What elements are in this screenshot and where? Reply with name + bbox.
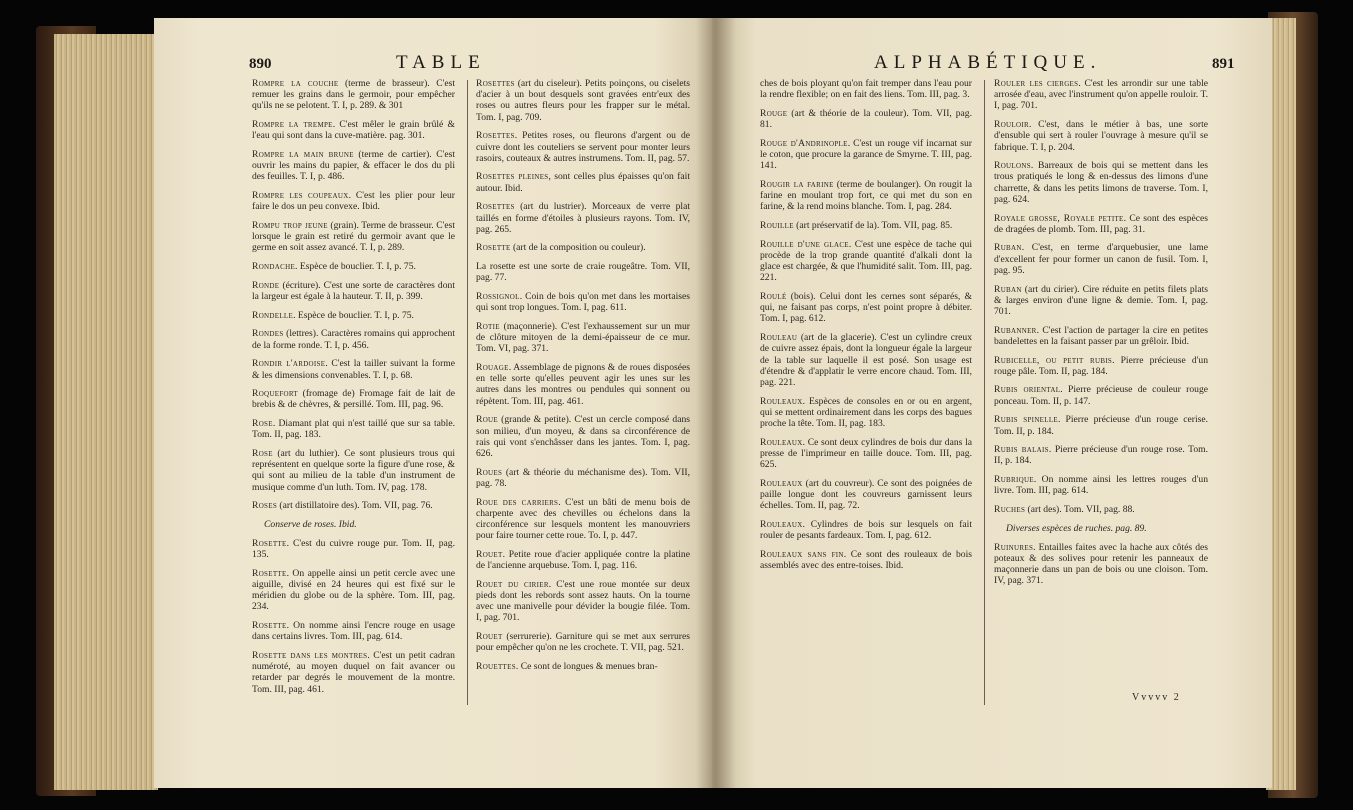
entry-text: . C'est du cuivre rouge pur. Tom. II, pag. 135. <box>252 537 455 560</box>
entry-text: . Pierre précieuse d'un rouge cerise. Tom. II, p. 184. <box>994 414 1208 437</box>
entry-text: . C'est un petit cadran numéroté, au moyen duquel on fait avancer ou retarder par degrés le mouvement de la montre. Tom. III, pag. 461. <box>252 649 455 695</box>
entry-text: (grande & petite). C'est un cercle composé dans son milieu, d'un moyeu, & dans sa circonférence de rais qui vont s'enchâsser dans les jantes. Tom. I, pag. 626. <box>476 414 690 459</box>
index-entry <box>252 78 455 112</box>
index-entry <box>994 160 1208 205</box>
page-number-left: 890 <box>249 56 272 72</box>
right-column-1 <box>760 78 972 579</box>
index-entry <box>994 504 1208 515</box>
entry-headword: Rouet <box>476 548 503 560</box>
entry-headword: Rompre la trempe <box>252 119 333 131</box>
index-entry <box>476 661 690 672</box>
entry-headword: Rose <box>252 448 273 460</box>
index-entry <box>476 362 690 407</box>
entry-text: , sont celles plus épaisses qu'on fait autour. Ibid. <box>476 171 690 194</box>
entry-headword: Rubis balais <box>994 444 1049 456</box>
index-entry <box>994 355 1208 377</box>
index-entry <box>476 579 690 624</box>
index-entry <box>476 201 690 235</box>
entry-headword: Rosette <box>476 242 511 254</box>
index-entry <box>252 519 455 530</box>
entry-text: Conserve de roses. Ibid. <box>264 519 357 531</box>
entry-headword: Rossignol <box>476 291 520 303</box>
entry-headword: Rompre les coupeaux <box>252 190 349 202</box>
entry-headword: Rouleau <box>760 332 798 344</box>
index-entry <box>760 549 972 571</box>
entry-text: . Coin de bois qu'on met dans les mortaises qui sont trop longues. Tom. I, pag. 611. <box>476 291 690 314</box>
left-column-1 <box>252 78 455 702</box>
entry-text: . C'est la tailler suivant la forme & les dimensions convenables. T. I, p. 68. <box>252 358 455 381</box>
index-entry <box>252 190 455 212</box>
entry-headword: Rosette <box>252 567 287 579</box>
entry-text: . Ce sont deux cylindres de bois dur dans la presse de l'imprimeur en taille douce. Tom. III, pag. 625. <box>760 436 972 471</box>
entry-headword: Ronde <box>252 279 280 291</box>
entry-headword: Rosettes <box>476 201 515 213</box>
index-entry <box>476 261 690 283</box>
entry-headword: Rose <box>252 418 273 430</box>
entry-text: (terme de cartier). C'est ouvrir les mains du papier, & effacer le dos du pli des feuilles. T. I, p. 486. <box>252 149 456 183</box>
index-entry <box>760 437 972 471</box>
index-entry <box>476 549 690 571</box>
entry-text: (art du ciseleur). Petits poinçons, ou ciselets d'acier à un bout desquels sont gravées entr'eux des roses ou autres fleurs pour les frapper sur le métal. Tom. I, pag. 709. <box>476 78 690 123</box>
index-entry <box>252 568 455 613</box>
page-number-right: 891 <box>1212 56 1235 72</box>
index-entry <box>252 119 455 141</box>
index-entry <box>760 179 972 213</box>
entry-headword: Roue <box>476 414 498 426</box>
entry-text: (lettres). Caractères romains qui approchent de la forme ronde. T. I, p. 456. <box>252 328 455 351</box>
index-entry <box>476 130 690 164</box>
page-heading-right: ALPHABÉTIQUE. <box>874 52 1102 73</box>
entry-text: (art distillatoire des). Tom. VII, pag. 76. <box>277 500 433 512</box>
entry-text: . Espèce de bouclier. T. I, p. 75. <box>295 261 416 273</box>
entry-text: (grain). Terme de brasseur. C'est lorsque le grain est retiré du germoir avant que le germe en soit assez avancé. T. I, p. 289. <box>252 220 455 254</box>
entry-headword: Rouille d'une glace <box>760 238 849 250</box>
entry-text: . Ce sont des espèces de dragées de plomb. Tom. III, pag. 31. <box>994 212 1209 235</box>
entry-text: . On nomme ainsi l'encre rouge en usage dans certains livres. Tom. III, pag. 614. <box>252 620 455 643</box>
index-entry <box>760 478 972 512</box>
index-entry <box>252 388 455 410</box>
entry-text: . On nomme ainsi les lettres rouges d'un livre. Tom. III, pag. 614. <box>994 474 1208 497</box>
entry-text: (bois). Celui dont les cernes sont séparés, & qui, ne faisant pas corps, n'est point propre à débiter. Tom. I, pag. 612. <box>760 291 972 325</box>
index-entry <box>760 396 972 430</box>
index-entry <box>994 325 1208 347</box>
entry-text: . On appelle ainsi un petit cercle avec une aiguille, divisé en 24 heures qui est fixé sur le méridien du globe ou de la sphère. Tom. III, pag. 234. <box>252 567 455 613</box>
page-heading-left: TABLE <box>396 52 486 73</box>
entry-text: (art de la composition ou couleur). <box>510 242 646 254</box>
entry-headword: Rompre la main brune <box>252 149 354 161</box>
entry-headword: Roulons <box>994 160 1031 172</box>
page-edges-left <box>54 34 158 790</box>
index-entry <box>252 310 455 321</box>
entry-headword: Roues <box>476 466 503 478</box>
index-entry <box>994 78 1208 112</box>
entry-text: (art du cirier). Cire réduite en petits filets plats & larges environ d'une ligne & demie. Tom. I, pag. 701. <box>994 283 1208 317</box>
entry-text: . Pierre précieuse d'un rouge rose. Tom. II, p. 184. <box>994 444 1209 467</box>
entry-headword: Rotie <box>476 320 500 332</box>
entry-text: . C'est l'action de partager la cire en petites bandelettes en la faisant passer par un grêloir. Ibid. <box>994 324 1208 347</box>
entry-headword: Ruban <box>994 242 1022 254</box>
entry-headword: Rosette <box>252 620 287 632</box>
index-entry <box>476 78 690 123</box>
column-rule-right <box>984 80 985 705</box>
entry-headword: Rouleaux sans fin <box>760 548 844 560</box>
entry-headword: Rouage <box>476 362 509 374</box>
right-column-2 <box>994 78 1208 594</box>
entry-headword: Rosettes pleines <box>476 171 549 183</box>
entry-headword: Rondir l'ardoise <box>252 358 326 370</box>
entry-text: . Espèce de bouclier. T. I, p. 75. <box>293 309 414 321</box>
entry-text: . Espèces de consoles en or ou en argent, qui se mettent ordinairement dans les corps des bagues proche la tête. Tom. II, pag. 183. <box>760 395 972 430</box>
entry-text: . C'est, dans le métier à bas, une sorte d'ensuble qui sert à rouler l'ouvrage à mesure qu'il se fabrique. T. I, p. 204. <box>994 119 1208 153</box>
entry-headword: Rouettes <box>476 661 516 673</box>
entry-text: . C'est mêler le grain brûlé & l'eau qui sont dans la cuve-matière. pag. 301. <box>252 119 455 142</box>
entry-text: (écriture). C'est une sorte de caractères dont la largeur est égale à la hauteur. T. II, p. 399. <box>252 279 455 303</box>
entry-text: (terme de brasseur). C'est remuer les grains dans le germoir, pour empêcher qu'ils ne se pelotent. T. I, p. 289. & 301 <box>252 78 455 112</box>
index-entry <box>994 542 1208 587</box>
entry-text: (art des). Tom. VII, pag. 88. <box>1025 504 1135 516</box>
index-entry <box>476 467 690 489</box>
index-entry <box>252 418 455 440</box>
index-entry <box>476 171 690 193</box>
entry-headword: Rouler les cierges <box>994 78 1079 89</box>
index-entry <box>252 650 455 695</box>
entry-headword: Roses <box>252 500 278 512</box>
entry-headword: Rouge <box>760 107 788 119</box>
entry-text: Diverses espèces de ruches. pag. 89. <box>1006 522 1147 534</box>
index-entry <box>760 519 972 541</box>
entry-text: (art du couvreur). Ce sont des poignées de paille longue dont les couvreurs garnissent leurs échelles. Tom. II, pag. 72. <box>760 477 972 512</box>
entry-text: ches de bois ployant qu'on fait tremper dans l'eau pour la rendre flexible; on en fait des liens. Tom. III, pag. 3. <box>760 78 972 101</box>
index-entry <box>252 149 455 183</box>
entry-text: . Pierre précieuse d'un rouge pâle. Tom. II, pag. 184. <box>994 354 1208 377</box>
entry-headword: Roue des carriers <box>476 496 559 508</box>
entry-headword: Ruches <box>994 504 1026 516</box>
entry-text: . Barreaux de bois qui se mettent dans les trous pratiqués le long & en-dessus des limons d'une charrette, & dans les petits limons de traverse. Tom. I, pag. 624. <box>994 160 1208 205</box>
entry-headword: Rouleaux <box>760 477 803 489</box>
entry-headword: Rubis oriental <box>994 384 1061 396</box>
entry-text: . Ce sont des rouleaux de bois assemblés avec des entre-toises. Ibid. <box>760 548 972 572</box>
index-entry <box>252 620 455 642</box>
entry-text: . C'est un bâti de menu bois de charpente avec des chevilles ou échelons dans la circonférence sur lesquels montent les manouvriers pour faire tourner cette roue. To. I, p. 447. <box>476 496 690 542</box>
entry-text: (art & théorie de la couleur). Tom. VII, pag. 81. <box>760 107 972 131</box>
index-entry <box>994 414 1208 436</box>
index-entry <box>476 321 690 355</box>
index-entry <box>760 78 972 100</box>
index-entry <box>252 261 455 272</box>
entry-headword: Rompre la couche <box>252 78 339 89</box>
column-rule-left <box>467 80 468 705</box>
entry-headword: Rosette <box>252 537 287 549</box>
entry-headword: Rougir la farine <box>760 178 834 190</box>
index-entry <box>994 213 1208 235</box>
index-entry <box>994 474 1208 496</box>
entry-text: (art du lustrier). Morceaux de verre plat taillés en forme d'étoiles à plusieurs rayons. Tom. IV, pag. 265. <box>476 201 690 235</box>
entry-headword: Rosettes <box>476 130 515 142</box>
entry-text: . Entailles faites avec la hache aux côtés des poteaux & des solives pour retenir les panneaux de maçonnerie dans un pan de bois ou une cloison. Tom. IV, pag. 371. <box>994 541 1208 587</box>
entry-headword: Rubanner <box>994 324 1037 336</box>
entry-headword: Rouet <box>476 631 503 643</box>
entry-headword: Rouet du cirier <box>476 578 549 590</box>
entry-headword: Rouloir <box>994 119 1029 131</box>
index-entry <box>252 500 455 511</box>
signature-mark: Vvvvv 2 <box>1132 692 1181 703</box>
entry-headword: Rondache <box>252 261 296 273</box>
entry-text: (art & théorie du méchanisme des). Tom. VII, pag. 78. <box>476 466 690 489</box>
entry-text: . C'est les plier pour leur faire le dos un peu convexe. Ibid. <box>252 190 455 213</box>
index-entry <box>994 444 1208 466</box>
index-entry <box>252 328 455 350</box>
index-entry <box>760 291 972 325</box>
index-entry <box>476 414 690 459</box>
entry-headword: Rondelle <box>252 309 294 321</box>
entry-text: . C'est un rouge vif incarnat sur le coton, que procure la garance de Smyrne. T. III, pag. 141. <box>760 137 972 172</box>
index-entry <box>760 138 972 172</box>
index-entry <box>476 631 690 653</box>
entry-text: (art de la glacerie). C'est un cylindre creux de cuivre assez épais, dont la longueur égale la largeur de la table sur laquelle il est posé. Son usage est d'étendre & d'applatir le verre encore chaud. Tom. III, pag. 221. <box>760 332 972 388</box>
entry-headword: Rosette dans les montres <box>252 649 368 661</box>
index-entry <box>994 119 1208 153</box>
entry-text: (art du luthier). Ce sont plusieurs trous qui représentent en quelque sorte la figure d'une rose, & qui sont au milieu de la table d'un instrument de musique comme d'un luth. Tom. IV, pag. 178. <box>252 448 455 493</box>
index-entry <box>760 108 972 130</box>
entry-headword: Rompu trop jeune <box>252 220 328 232</box>
index-entry <box>252 448 455 493</box>
right-page <box>712 18 1272 788</box>
entry-text: . Assemblage de pignons & de roues disposées en telle sorte qu'elles peuvent agir les unes sur les autres dans les montres ou pendules qui sonnent ou répètent. Tom. III, pag. 461. <box>476 362 690 407</box>
entry-headword: Ruban <box>994 283 1022 295</box>
index-entry <box>994 384 1208 406</box>
index-entry <box>994 242 1208 276</box>
entry-text: (terme de boulanger). On rougit la farine en moulant trop fort, ce qui met du son en farine, & la rend moins blanche. Tom. I, pag. 284. <box>760 178 972 213</box>
open-book <box>36 8 1318 803</box>
index-entry <box>994 284 1208 318</box>
entry-headword: Royale grosse, Royale petite <box>994 212 1124 224</box>
entry-text: . Pierre précieuse de couleur rouge ponceau. Tom. II, p. 147. <box>994 384 1208 407</box>
entry-headword: Rouleaux <box>760 395 803 407</box>
entry-text: . Petite roue d'acier appliquée contre la platine de l'ancienne arquebuse. Tom. I, pag. 116. <box>476 548 690 572</box>
index-entry <box>476 291 690 313</box>
entry-headword: Rouge d'Andrinople <box>760 137 848 149</box>
entry-text: . Petites roses, ou fleurons d'argent ou de cuivre dont les couteliers se servent pour monter leurs rasoirs, couteaux & autres instrumens. Tom. II, pag. 57. <box>476 130 690 164</box>
entry-headword: Roulé <box>760 291 787 303</box>
entry-text: . C'est une espèce de tache qui procède de la trop grande quantité d'alkali dont la glace est chargée, & que l'humidité salit. Tom. III, pag. 221. <box>760 238 973 284</box>
entry-text: . C'est une roue montée sur deux pieds dont les rebords sont assez hauts. On la tourne avec une manivelle pour dévider la bougie filée. Tom. I, pag. 701. <box>476 578 690 624</box>
left-page <box>154 18 722 788</box>
index-entry <box>994 523 1208 534</box>
entry-headword: Rubicelle, ou petit rubis <box>994 354 1113 366</box>
entry-headword: Rubrique <box>994 474 1034 486</box>
index-entry <box>252 220 455 254</box>
entry-headword: Roquefort <box>252 388 299 400</box>
entry-text: (art préservatif de la). Tom. VII, pag. 85. <box>793 220 953 232</box>
entry-text: La rosette est une sorte de craie rougeâtre. Tom. VII, pag. 77. <box>476 261 690 284</box>
entry-text: . Cylindres de bois sur lesquels on fait rouler de pesants fardeaux. Tom. I, pag. 612. <box>760 519 972 542</box>
entry-headword: Rouleaux <box>760 519 803 530</box>
entry-headword: Rosettes <box>476 78 515 89</box>
entry-headword: Rubis spinelle <box>994 414 1058 426</box>
entry-headword: Ruinures <box>994 541 1034 553</box>
index-entry <box>252 538 455 560</box>
index-entry <box>760 332 972 388</box>
entry-text: . Diamant plat qui n'est taillé que sur sa table. Tom. II, pag. 183. <box>252 418 455 441</box>
left-column-2 <box>476 78 690 680</box>
index-entry <box>476 242 690 253</box>
entry-text: (fromage de) Fromage fait de lait de brebis & de chèvres, & persillé. Tom. III, pag. 96. <box>252 388 455 411</box>
index-entry <box>476 497 690 542</box>
entry-headword: Rouleaux <box>760 436 803 448</box>
entry-text: (maçonnerie). C'est l'exhaussement sur un mur de clôture mitoyen de la demi-épaisseur de ce mur. Tom. VI, pag. 371. <box>476 320 690 355</box>
entry-text: (serrurerie). Garniture qui se met aux serrures pour empêcher qu'on ne les crochete. T. VII, pag. 521. <box>476 631 690 654</box>
entry-headword: Rondes <box>252 328 284 340</box>
entry-text: . C'est les arrondir sur une table arrosée d'eau, avec l'instrument qu'on appelle rouloir. T. I, pag. 701. <box>994 78 1208 112</box>
index-entry <box>252 358 455 380</box>
index-entry <box>760 239 972 284</box>
entry-headword: Rouille <box>760 220 794 232</box>
index-entry <box>252 280 455 302</box>
entry-text: . C'est, en terme d'arquebusier, une lame d'excellent fer pour former un canon de fusil. Tom. I, pag. 95. <box>994 242 1208 276</box>
entry-text: . Ce sont de longues & menues bran- <box>515 661 658 673</box>
index-entry <box>760 220 972 231</box>
